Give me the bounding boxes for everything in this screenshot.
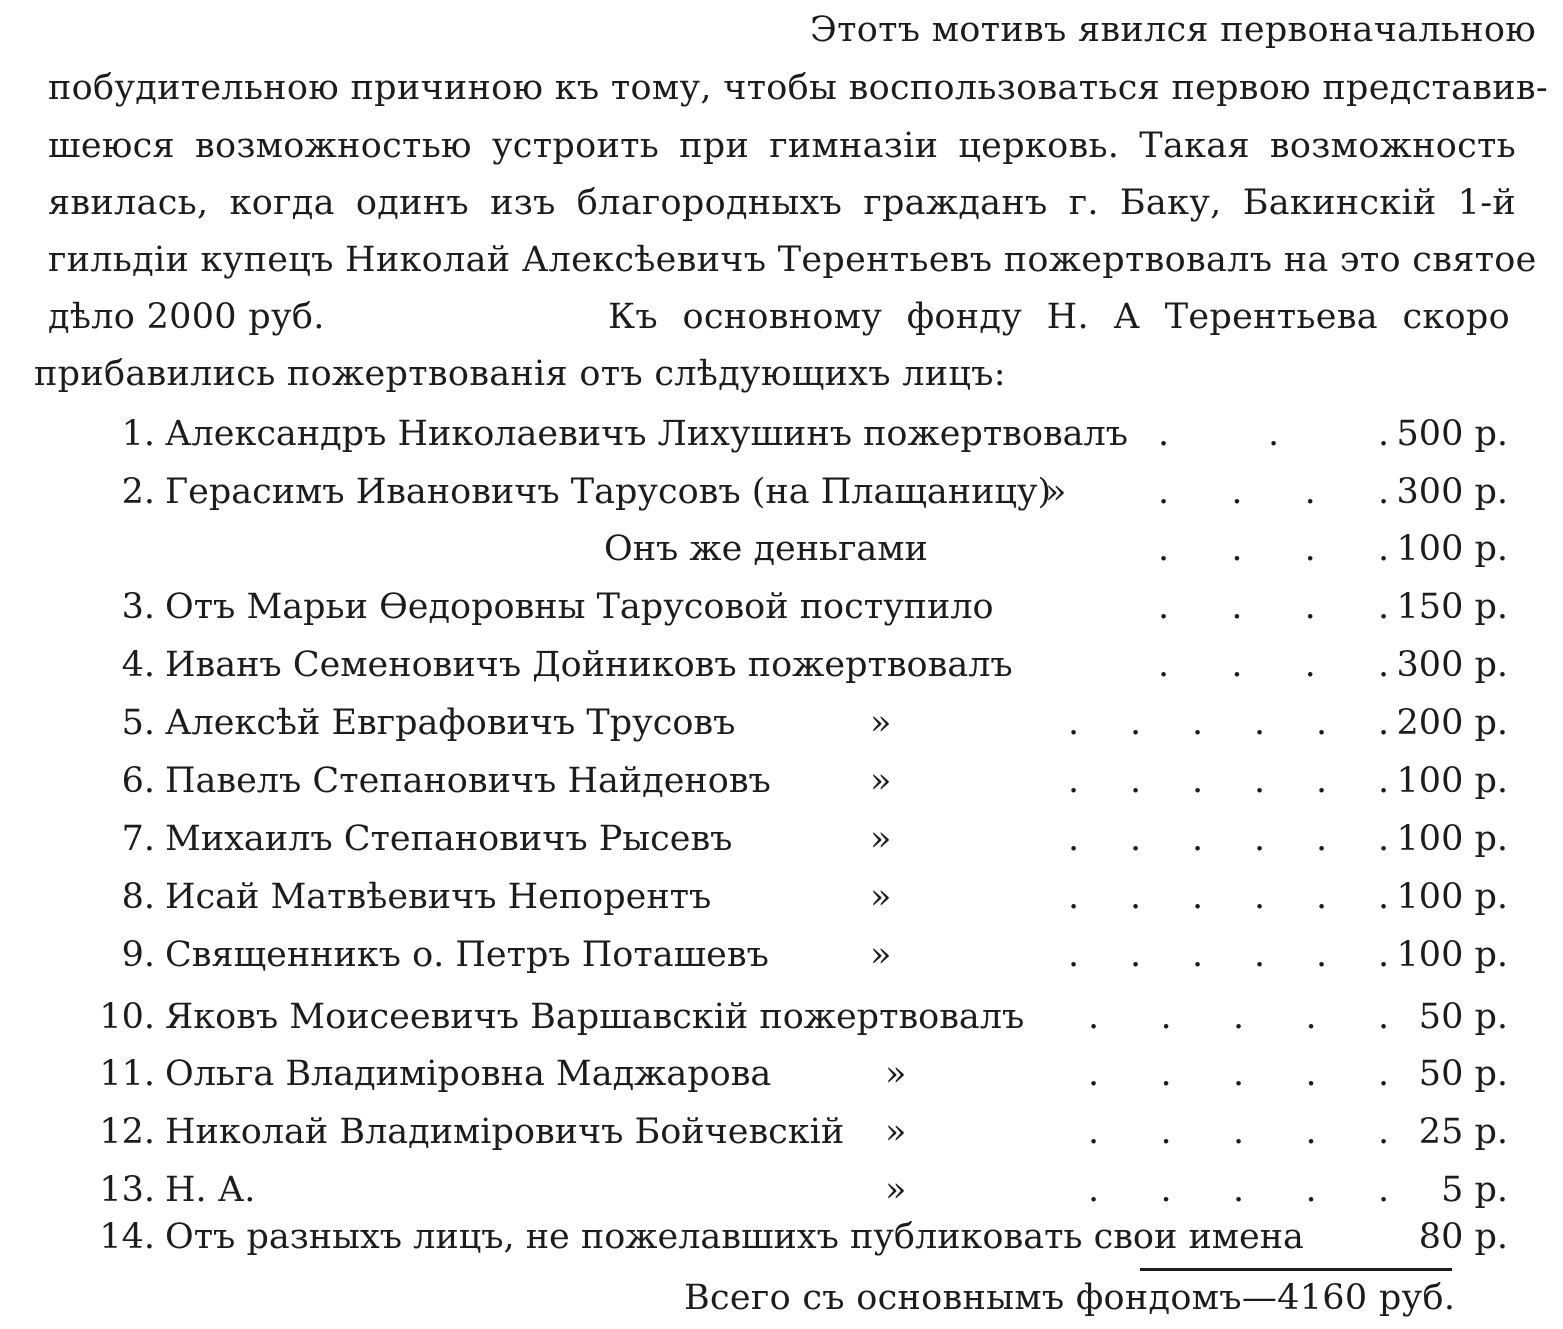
leader-dot: . xyxy=(1304,472,1316,512)
donor-name: Михаилъ Степановичъ Рысевъ xyxy=(165,819,733,859)
donor-number: 14. xyxy=(99,1217,155,1257)
ditto-mark: » xyxy=(870,761,892,801)
leader-dot: . xyxy=(1316,935,1328,975)
donor-name: Александръ Николаевичъ Лихушинъ пожертвовалъ xyxy=(165,414,1129,454)
leader-dot: . xyxy=(1088,997,1100,1037)
leader-dot: . xyxy=(1254,761,1266,801)
donor-number: 12. xyxy=(99,1112,155,1152)
donor-row xyxy=(0,933,1563,977)
donation-amount: 300 р. xyxy=(1396,472,1508,512)
donor-number: 7. xyxy=(121,819,155,859)
paragraph-line-5: гильдіи купецъ Николай Алексѣевичъ Терентьевъ пожертвовалъ на это святое xyxy=(48,240,1537,280)
donor-name: Отъ Марьи Ѳедоровны Тарусовой поступило xyxy=(165,587,994,627)
leader-dot: . xyxy=(1378,997,1390,1037)
leader-dot: . xyxy=(1231,472,1243,512)
leader-dot: . xyxy=(1158,645,1170,685)
donor-name: Иванъ Семеновичъ Дойниковъ пожертвовалъ xyxy=(165,645,1013,685)
leader-dots xyxy=(1088,1168,1388,1212)
donor-row xyxy=(0,1215,1563,1259)
leader-dot: . xyxy=(1254,703,1266,743)
leader-dot: . xyxy=(1130,819,1142,859)
donor-row xyxy=(0,643,1563,687)
donation-amount: 500 р. xyxy=(1396,414,1508,454)
leader-dots xyxy=(1068,875,1388,919)
paragraph-line-6: дѣло 2000 руб. xyxy=(48,297,325,337)
leader-dots xyxy=(1158,470,1388,514)
leader-dots xyxy=(1068,759,1388,803)
donor-name: Яковъ Моисеевичъ Варшавскій пожертвовалъ xyxy=(165,997,1025,1037)
leader-dot: . xyxy=(1088,1170,1100,1210)
leader-dot: . xyxy=(1088,1112,1100,1152)
leader-dot: . xyxy=(1304,645,1316,685)
paragraph-line-7: Къ основному фонду Н. А Терентьева скоро xyxy=(608,297,1510,337)
donor-number: 4. xyxy=(121,645,155,685)
leader-dot: . xyxy=(1378,414,1390,454)
donation-amount: 100 р. xyxy=(1396,761,1508,801)
leader-dot: . xyxy=(1192,819,1204,859)
donation-amount: 100 р. xyxy=(1396,935,1508,975)
paragraph-line-4: явилась, когда одинъ изъ благородныхъ гражданъ г. Баку, Бакинскій 1-й xyxy=(48,183,1516,223)
leader-dot: . xyxy=(1088,1054,1100,1094)
donation-amount: 300 р. xyxy=(1396,645,1508,685)
ditto-mark: » xyxy=(885,1170,907,1210)
donor-name: Ольга Владиміровна Маджарова xyxy=(165,1054,772,1094)
donor-name: Алексѣй Евграфовичъ Трусовъ xyxy=(165,703,736,743)
leader-dots xyxy=(1088,1052,1388,1096)
leader-dot: . xyxy=(1305,1112,1317,1152)
leader-dot: . xyxy=(1233,1054,1245,1094)
leader-dots xyxy=(1068,933,1388,977)
donor-row xyxy=(0,701,1563,745)
leader-dots xyxy=(1088,1110,1388,1154)
donor-row xyxy=(0,527,1563,571)
leader-dot: . xyxy=(1316,761,1328,801)
donor-number: 8. xyxy=(121,877,155,917)
donor-number: 6. xyxy=(121,761,155,801)
leader-dot: . xyxy=(1158,414,1170,454)
total-rule xyxy=(1140,1268,1452,1271)
donor-row xyxy=(0,1110,1563,1154)
ditto-mark: » xyxy=(1045,472,1067,512)
leader-dot: . xyxy=(1160,1112,1172,1152)
leader-dot: . xyxy=(1378,877,1390,917)
leader-dot: . xyxy=(1068,761,1080,801)
donation-amount: 100 р. xyxy=(1396,819,1508,859)
ditto-mark: » xyxy=(870,877,892,917)
leader-dot: . xyxy=(1160,1054,1172,1094)
leader-dot: . xyxy=(1378,761,1390,801)
leader-dot: . xyxy=(1316,819,1328,859)
leader-dot: . xyxy=(1254,819,1266,859)
ditto-mark: » xyxy=(870,935,892,975)
leader-dot: . xyxy=(1068,935,1080,975)
leader-dot: . xyxy=(1192,761,1204,801)
leader-dot: . xyxy=(1233,1170,1245,1210)
donor-row xyxy=(0,412,1563,456)
leader-dot: . xyxy=(1377,587,1390,627)
leader-dot: . xyxy=(1130,761,1142,801)
donor-name: Отъ разныхъ лицъ, не пожелавшихъ публиковать свои имена xyxy=(165,1217,1304,1257)
leader-dot: . xyxy=(1304,529,1316,569)
donation-amount: 200 р. xyxy=(1396,703,1508,743)
ditto-mark: » xyxy=(885,1054,907,1094)
paragraph-line-1: Этотъ мотивъ явился первоначальною xyxy=(810,10,1536,50)
leader-dot: . xyxy=(1192,935,1204,975)
leader-dot: . xyxy=(1158,587,1170,627)
donor-row xyxy=(0,817,1563,861)
donation-amount: 80 р. xyxy=(1418,1217,1508,1257)
donor-row xyxy=(0,995,1563,1039)
leader-dots xyxy=(1158,527,1388,571)
leader-dot: . xyxy=(1316,877,1328,917)
donor-row xyxy=(0,875,1563,919)
leader-dot: . xyxy=(1231,587,1243,627)
leader-dot: . xyxy=(1378,819,1390,859)
leader-dot: . xyxy=(1192,703,1204,743)
leader-dot: . xyxy=(1068,703,1080,743)
donor-row xyxy=(0,585,1563,629)
donation-amount: 50 р. xyxy=(1418,1054,1508,1094)
donor-row xyxy=(0,1052,1563,1096)
leader-dot: . xyxy=(1254,935,1266,975)
donation-amount: 50 р. xyxy=(1418,997,1508,1037)
donor-number: 11. xyxy=(99,1054,155,1094)
donor-name: Павелъ Степановичъ Найденовъ xyxy=(165,761,771,801)
leader-dot: . xyxy=(1254,877,1266,917)
leader-dots xyxy=(1068,701,1388,745)
leader-dots xyxy=(1088,995,1388,1039)
donation-amount: 25 р. xyxy=(1418,1112,1508,1152)
donation-amount: 100 р. xyxy=(1396,877,1508,917)
paragraph-line-3: шеюся возможностью устроить при гимназіи церковь. Такая возможность xyxy=(48,126,1516,166)
leader-dot: . xyxy=(1160,1170,1172,1210)
leader-dots xyxy=(1068,817,1388,861)
leader-dot: . xyxy=(1130,935,1142,975)
donor-number: 2. xyxy=(121,472,155,512)
donation-amount: 5 р. xyxy=(1441,1170,1508,1210)
leader-dot: . xyxy=(1192,877,1204,917)
donor-number: 1. xyxy=(121,414,155,454)
donation-amount: 150 р. xyxy=(1396,587,1508,627)
leader-dot: . xyxy=(1378,1170,1390,1210)
leader-dots xyxy=(1158,585,1388,629)
donor-name: Николай Владиміровичъ Бойчевскій xyxy=(165,1112,845,1152)
leader-dot: . xyxy=(1378,1112,1390,1152)
leader-dot: . xyxy=(1378,1054,1390,1094)
leader-dot: . xyxy=(1377,472,1390,512)
paragraph-line-2: побудительною причиною къ тому, чтобы воспользоваться первою представив- xyxy=(48,68,1549,108)
leader-dot: . xyxy=(1158,529,1170,569)
leader-dot: . xyxy=(1268,414,1280,454)
leader-dot: . xyxy=(1316,703,1328,743)
leader-dot: . xyxy=(1160,997,1172,1037)
donor-name: Исай Матвѣевичъ Непорентъ xyxy=(165,877,712,917)
leader-dot: . xyxy=(1378,935,1390,975)
leader-dot: . xyxy=(1231,529,1243,569)
donor-name: Онъ же деньгами xyxy=(604,529,928,569)
donor-number: 9. xyxy=(121,935,155,975)
leader-dot: . xyxy=(1305,1054,1317,1094)
donor-number: 10. xyxy=(99,997,155,1037)
donor-name: Священникъ о. Петръ Поташевъ xyxy=(165,935,769,975)
donor-number: 5. xyxy=(121,703,155,743)
total-line: Всего съ основнымъ фондомъ—4160 руб. xyxy=(684,1278,1456,1318)
leader-dot: . xyxy=(1068,819,1080,859)
leader-dots xyxy=(1158,643,1388,687)
leader-dot: . xyxy=(1158,472,1170,512)
leader-dot: . xyxy=(1233,1112,1245,1152)
donor-row xyxy=(0,1168,1563,1212)
donor-name: Герасимъ Ивановичъ Тарусовъ (на Плащаницу) xyxy=(165,472,1052,512)
leader-dots xyxy=(1158,412,1388,456)
leader-dot: . xyxy=(1233,997,1245,1037)
leader-dot: . xyxy=(1305,997,1317,1037)
leader-dot: . xyxy=(1304,587,1316,627)
donor-number: 13. xyxy=(99,1170,155,1210)
leader-dot: . xyxy=(1130,877,1142,917)
leader-dot: . xyxy=(1068,877,1080,917)
leader-dot: . xyxy=(1130,703,1142,743)
ditto-mark: » xyxy=(870,819,892,859)
leader-dot: . xyxy=(1231,645,1243,685)
donor-name: Н. А. xyxy=(165,1170,256,1210)
leader-dot: . xyxy=(1377,645,1390,685)
donor-number: 3. xyxy=(121,587,155,627)
leader-dot: . xyxy=(1305,1170,1317,1210)
leader-dot: . xyxy=(1378,703,1390,743)
donor-row xyxy=(0,759,1563,803)
leader-dot: . xyxy=(1377,529,1390,569)
ditto-mark: » xyxy=(870,703,892,743)
ditto-mark: » xyxy=(885,1112,907,1152)
donation-amount: 100 р. xyxy=(1396,529,1508,569)
donor-row xyxy=(0,470,1563,514)
paragraph-line-8: прибавились пожертвованія отъ слѣдующихъ лицъ: xyxy=(34,354,1006,394)
